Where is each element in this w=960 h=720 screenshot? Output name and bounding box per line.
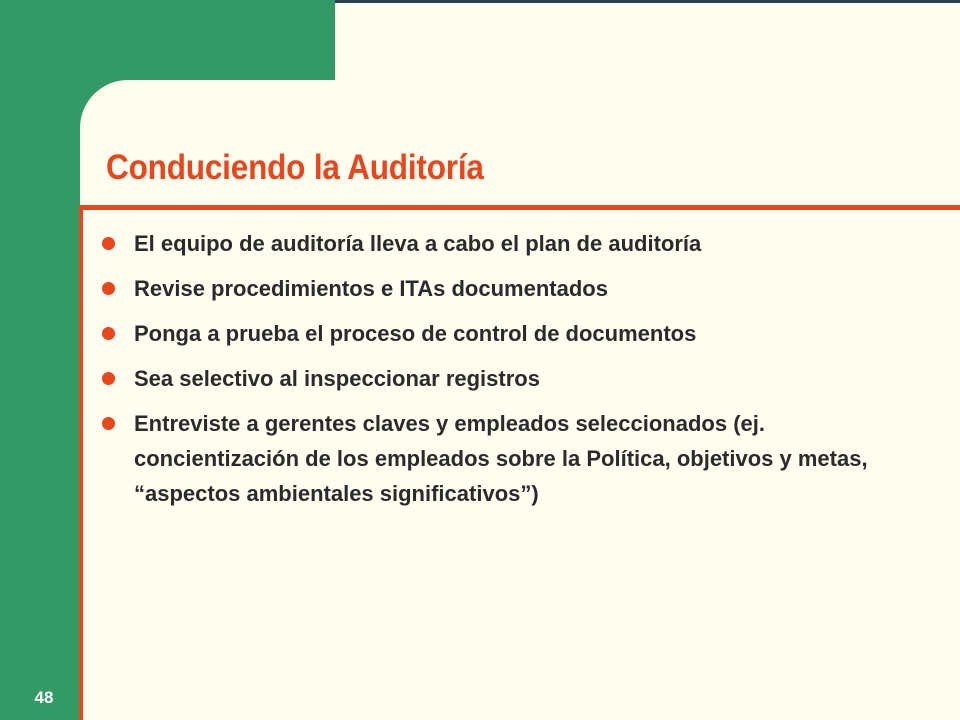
bullet-text: El equipo de auditoría lleva a cabo el plan de auditoría xyxy=(134,231,702,256)
bullet-text: Sea selectivo al inspeccionar registros xyxy=(134,366,540,391)
bullet-dot-icon xyxy=(102,372,115,385)
left-accent-rule xyxy=(79,208,83,720)
bullet-text: Entreviste a gerentes claves y empleados seleccionados (ej. concientización de los empleados sobre la Política, objetivos y metas, “aspectos ambientales significativos”) xyxy=(134,411,868,506)
bullet-item xyxy=(102,316,882,351)
bullet-item xyxy=(102,406,882,511)
bullet-dot-icon xyxy=(102,327,115,340)
bullet-item xyxy=(102,226,882,261)
bullet-text: Ponga a prueba el proceso de control de documentos xyxy=(134,321,697,346)
bullet-dot-icon xyxy=(102,417,115,430)
title-underline-rule xyxy=(79,205,960,210)
bullet-dot-icon xyxy=(102,282,115,295)
bullet-item xyxy=(102,361,882,396)
bullet-list xyxy=(102,226,882,521)
bullet-item xyxy=(102,271,882,306)
slide-title: Conduciendo la Auditoría xyxy=(106,148,484,187)
bullet-text: Revise procedimientos e ITAs documentados xyxy=(134,276,608,301)
top-border-line xyxy=(335,0,960,3)
page-number: 48 xyxy=(34,688,54,707)
bullet-dot-icon xyxy=(102,237,115,250)
